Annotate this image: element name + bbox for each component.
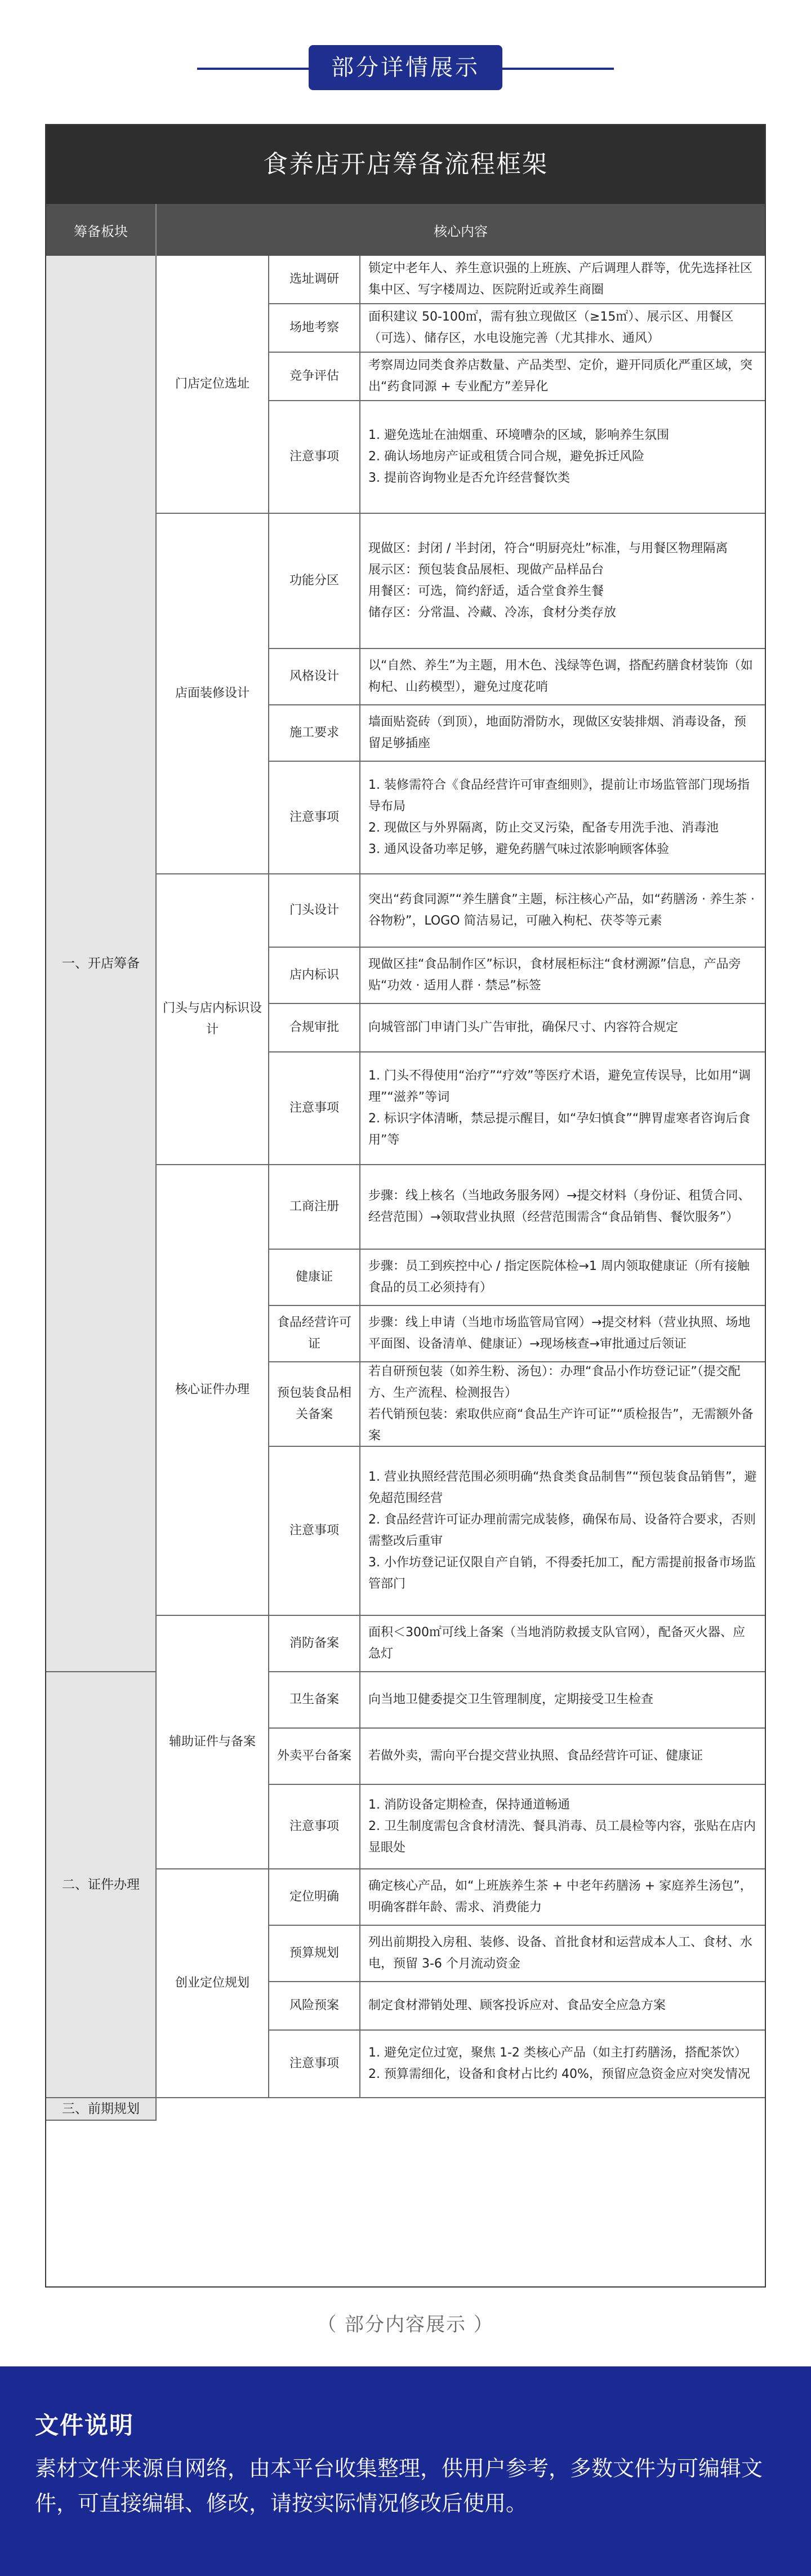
header-line-left <box>197 68 310 70</box>
content-text: 突出“药食同源”“养生膳食”主题，标注核心产品，如“药膳汤 · 养生茶 · 谷物粉”，LOGO 简洁易记，可融入枸杞、茯苓等元素 <box>368 892 755 928</box>
content-text: 考察周边同类食养店数量、产品类型、定价，避开同质化严重区域，突出“药食同源 + 专业配方”差异化 <box>368 358 753 394</box>
content-cell <box>360 1982 765 2031</box>
content-text: 1. 避免选址在油烟重、环境嘈杂的区域，影响养生氛围 2. 确认场地房产证或租赁合同合规，避免拆迁风险 3. 提前咨询物业是否允许经营餐饮类 <box>368 428 669 485</box>
content-cell <box>360 762 765 874</box>
item-cell: 注意事项 <box>269 401 360 514</box>
notice-text: 素材文件来源自网络，由本平台收集整理，供用户参考，多数文件为可编辑文件，可直接编辑、修改，请按实际情况修改后使用。 <box>35 2456 763 2516</box>
item-cell: 工商注册 <box>269 1165 360 1250</box>
header-content: 核心内容 <box>434 223 488 239</box>
group-cell: 店面装修设计 <box>157 514 269 874</box>
content-text: 若做外卖，需向平台提交营业执照、食品经营许可证、健康证 <box>368 1749 703 1763</box>
header-phase: 筹备板块 <box>46 204 157 256</box>
content-cell <box>360 1616 765 1672</box>
phase-cell: 二、证件办理 <box>46 1672 157 2098</box>
phase-cell: 三、前期规划 <box>46 2098 157 2121</box>
content-text: 1. 门头不得使用“治疗”“疗效”等医疗术语，避免宣传误导，比如用“调理”“滋养”等词 2. 标识字体清晰，禁忌提示醒目，如“孕妇慎食”“脾胃虚寒者咨询后食用”等 <box>368 1069 751 1147</box>
table-header-row <box>46 204 765 256</box>
content-cell <box>360 514 765 649</box>
content-text: 步骤：员工到疾控中心 / 指定医院体检→1 周内领取健康证（所有接触食品的员工必须持有） <box>368 1259 750 1295</box>
content-text: 确定核心产品，如“上班族养生茶 + 中老年药膳汤 + 家庭养生汤包”，明确客群年龄、需求、消费能力 <box>368 1879 752 1915</box>
item-cell: 注意事项 <box>269 762 360 874</box>
content-cell <box>360 2031 765 2098</box>
item-cell: 店内标识 <box>269 948 360 1004</box>
item-cell: 食品经营许可证 <box>269 1306 360 1362</box>
item-cell: 合规审批 <box>269 1004 360 1052</box>
content-cell <box>360 649 765 705</box>
header-line-right <box>501 68 614 70</box>
content-cell <box>360 1052 765 1165</box>
content-cell <box>360 256 765 304</box>
item-cell: 预算规划 <box>269 1926 360 1982</box>
item-cell: 风格设计 <box>269 649 360 705</box>
content-cell <box>360 1447 765 1616</box>
item-cell: 健康证 <box>269 1250 360 1306</box>
content-caption: （ 部分内容展示 ） <box>317 2313 494 2336</box>
content-text: 锁定中老年人、养生意识强的上班族、产后调理人群等，优先选择社区集中区、写字楼周边、医院附近或养生商圈 <box>368 261 753 297</box>
table-body <box>46 256 765 2121</box>
item-cell: 消防备案 <box>269 1616 360 1672</box>
content-cell <box>360 1869 765 1926</box>
content-cell <box>360 353 765 401</box>
item-cell: 预包装食品相关备案 <box>269 1362 360 1447</box>
item-cell: 注意事项 <box>269 1785 360 1869</box>
content-cell <box>360 874 765 948</box>
notice-title: 文件说明 <box>35 2411 135 2439</box>
item-cell: 注意事项 <box>269 1447 360 1616</box>
item-cell: 场地考察 <box>269 304 360 353</box>
group-cell: 核心证件办理 <box>157 1165 269 1616</box>
content-text: 墙面贴瓷砖（到顶），地面防滑防水，现做区安装排烟、消毒设备，预留足够插座 <box>368 715 747 750</box>
content-text: 列出前期投入房租、装修、设备、首批食材和运营成本人工、食材、水电，预留 3-6 个月流动资金 <box>368 1935 753 1971</box>
content-text: 1. 营业执照经营范围必须明确“热食类食品制售”“预包装食品销售”，避免超范围经营 2. 食品经营许可证办理前需完成装修，确保布局、设备符合要求，否则需整改后重审 3. 小作坊登记证仅限自产自销，不得委托加工，配方需提前报备市场监管部门 <box>368 1470 757 1591</box>
item-cell: 定位明确 <box>269 1869 360 1926</box>
content-cell <box>360 1306 765 1362</box>
content-cell <box>360 304 765 353</box>
content-text: 向城管部门申请门头广告审批，确保尺寸、内容符合规定 <box>368 1020 679 1034</box>
content-text: 若自研预包装（如养生粉、汤包）：办理“食品小作坊登记证”（提交配方、生产流程、检测报告） 若代销预包装：索取供应商“食品生产许可证”“质检报告”，无需额外备案 <box>368 1365 754 1443</box>
content-cell <box>360 1785 765 1869</box>
content-text: 现做区：封闭 / 半封闭，符合“明厨亮灶”标准，与用餐区物理隔离 展示区：预包装食品展柜、现做产品样品台 用餐区：可选，简约舒适，适合堂食养生餐 储存区：分常温、冷藏、冷冻，食材分类存放 <box>368 541 728 620</box>
table-title: 食养店开店筹备流程框架 <box>46 125 765 204</box>
flow-table <box>45 124 766 2288</box>
content-text: 1. 消防设备定期检查，保持通道畅通 2. 卫生制度需包含食材清洗、餐具消毒、员工晨检等内容，张贴在店内显眼处 <box>368 1798 756 1855</box>
content-cell <box>360 1672 765 1729</box>
content-text: 现做区挂“食品制作区”标识，食材展柜标注“食材溯源”信息，产品旁贴“功效 · 适用人群 · 禁忌”标签 <box>368 957 741 993</box>
content-text: 1. 装修需符合《食品经营许可审查细则》，提前让市场监管部门现场指导布局 2. 现做区与外界隔离，防止交叉污染，配备专用洗手池、消毒池 3. 通风设备功率足够，避免药膳气味过浓影响顾客体验 <box>368 778 750 856</box>
content-text: 制定食材滞销处理、顾客投诉应对、食品安全应急方案 <box>368 1998 666 2013</box>
content-cell <box>360 1165 765 1250</box>
content-cell <box>360 1729 765 1785</box>
section-badge: 部分详情展示 <box>309 45 502 90</box>
group-cell: 门店定位选址 <box>157 256 269 514</box>
group-cell: 创业定位规划 <box>157 1869 269 2098</box>
content-text: 1. 避免定位过宽，聚焦 1-2 类核心产品（如主打药膳汤，搭配茶饮） 2. 预算需细化，设备和食材占比约 40%，预留应急资金应对突发情况 <box>368 2046 750 2081</box>
item-cell: 选址调研 <box>269 256 360 304</box>
group-cell: 门头与店内标识设计 <box>157 874 269 1165</box>
content-text: 向当地卫健委提交卫生管理制度，定期接受卫生检查 <box>368 1693 654 1707</box>
content-text: 步骤：线上申请（当地市场监管局官网）→提交材料（营业执照、场地平面图、设备清单、健康证）→现场核查→审批通过后领证 <box>368 1316 751 1351</box>
content-cell <box>360 1362 765 1447</box>
file-notice <box>0 2366 811 2576</box>
item-cell: 施工要求 <box>269 705 360 762</box>
item-cell: 功能分区 <box>269 514 360 649</box>
content-cell <box>360 1250 765 1306</box>
item-cell: 风险预案 <box>269 1982 360 2031</box>
content-cell <box>360 705 765 762</box>
content-cell <box>360 1004 765 1052</box>
content-cell <box>360 401 765 514</box>
item-cell: 注意事项 <box>269 1052 360 1165</box>
item-cell: 卫生备案 <box>269 1672 360 1729</box>
phase-cell: 一、开店筹备 <box>46 256 157 1672</box>
content-cell <box>360 1926 765 1982</box>
content-cell <box>360 948 765 1004</box>
group-cell: 辅助证件与备案 <box>157 1616 269 1869</box>
item-cell: 注意事项 <box>269 2031 360 2098</box>
content-text: 面积建议 50-100㎡，需有独立现做区（≥15㎡）、展示区、用餐区（可选）、储存区，水电设施完善（尤其排水、通风） <box>368 310 734 345</box>
content-text: 面积＜300㎡可线上备案（当地消防救援支队官网），配备灭火器、应急灯 <box>368 1625 745 1661</box>
content-text: 步骤：线上核名（当地政务服务网）→提交材料（身份证、租赁合同、经营范围）→领取营业执照（经营范围需含“食品销售、餐饮服务”） <box>368 1189 751 1224</box>
item-cell: 竞争评估 <box>269 353 360 401</box>
content-text: 以“自然、养生”为主题，用木色、浅绿等色调，搭配药膳食材装饰（如枸杞、山药模型），避免过度花哨 <box>368 659 753 694</box>
item-cell: 门头设计 <box>269 874 360 948</box>
item-cell: 外卖平台备案 <box>269 1729 360 1785</box>
